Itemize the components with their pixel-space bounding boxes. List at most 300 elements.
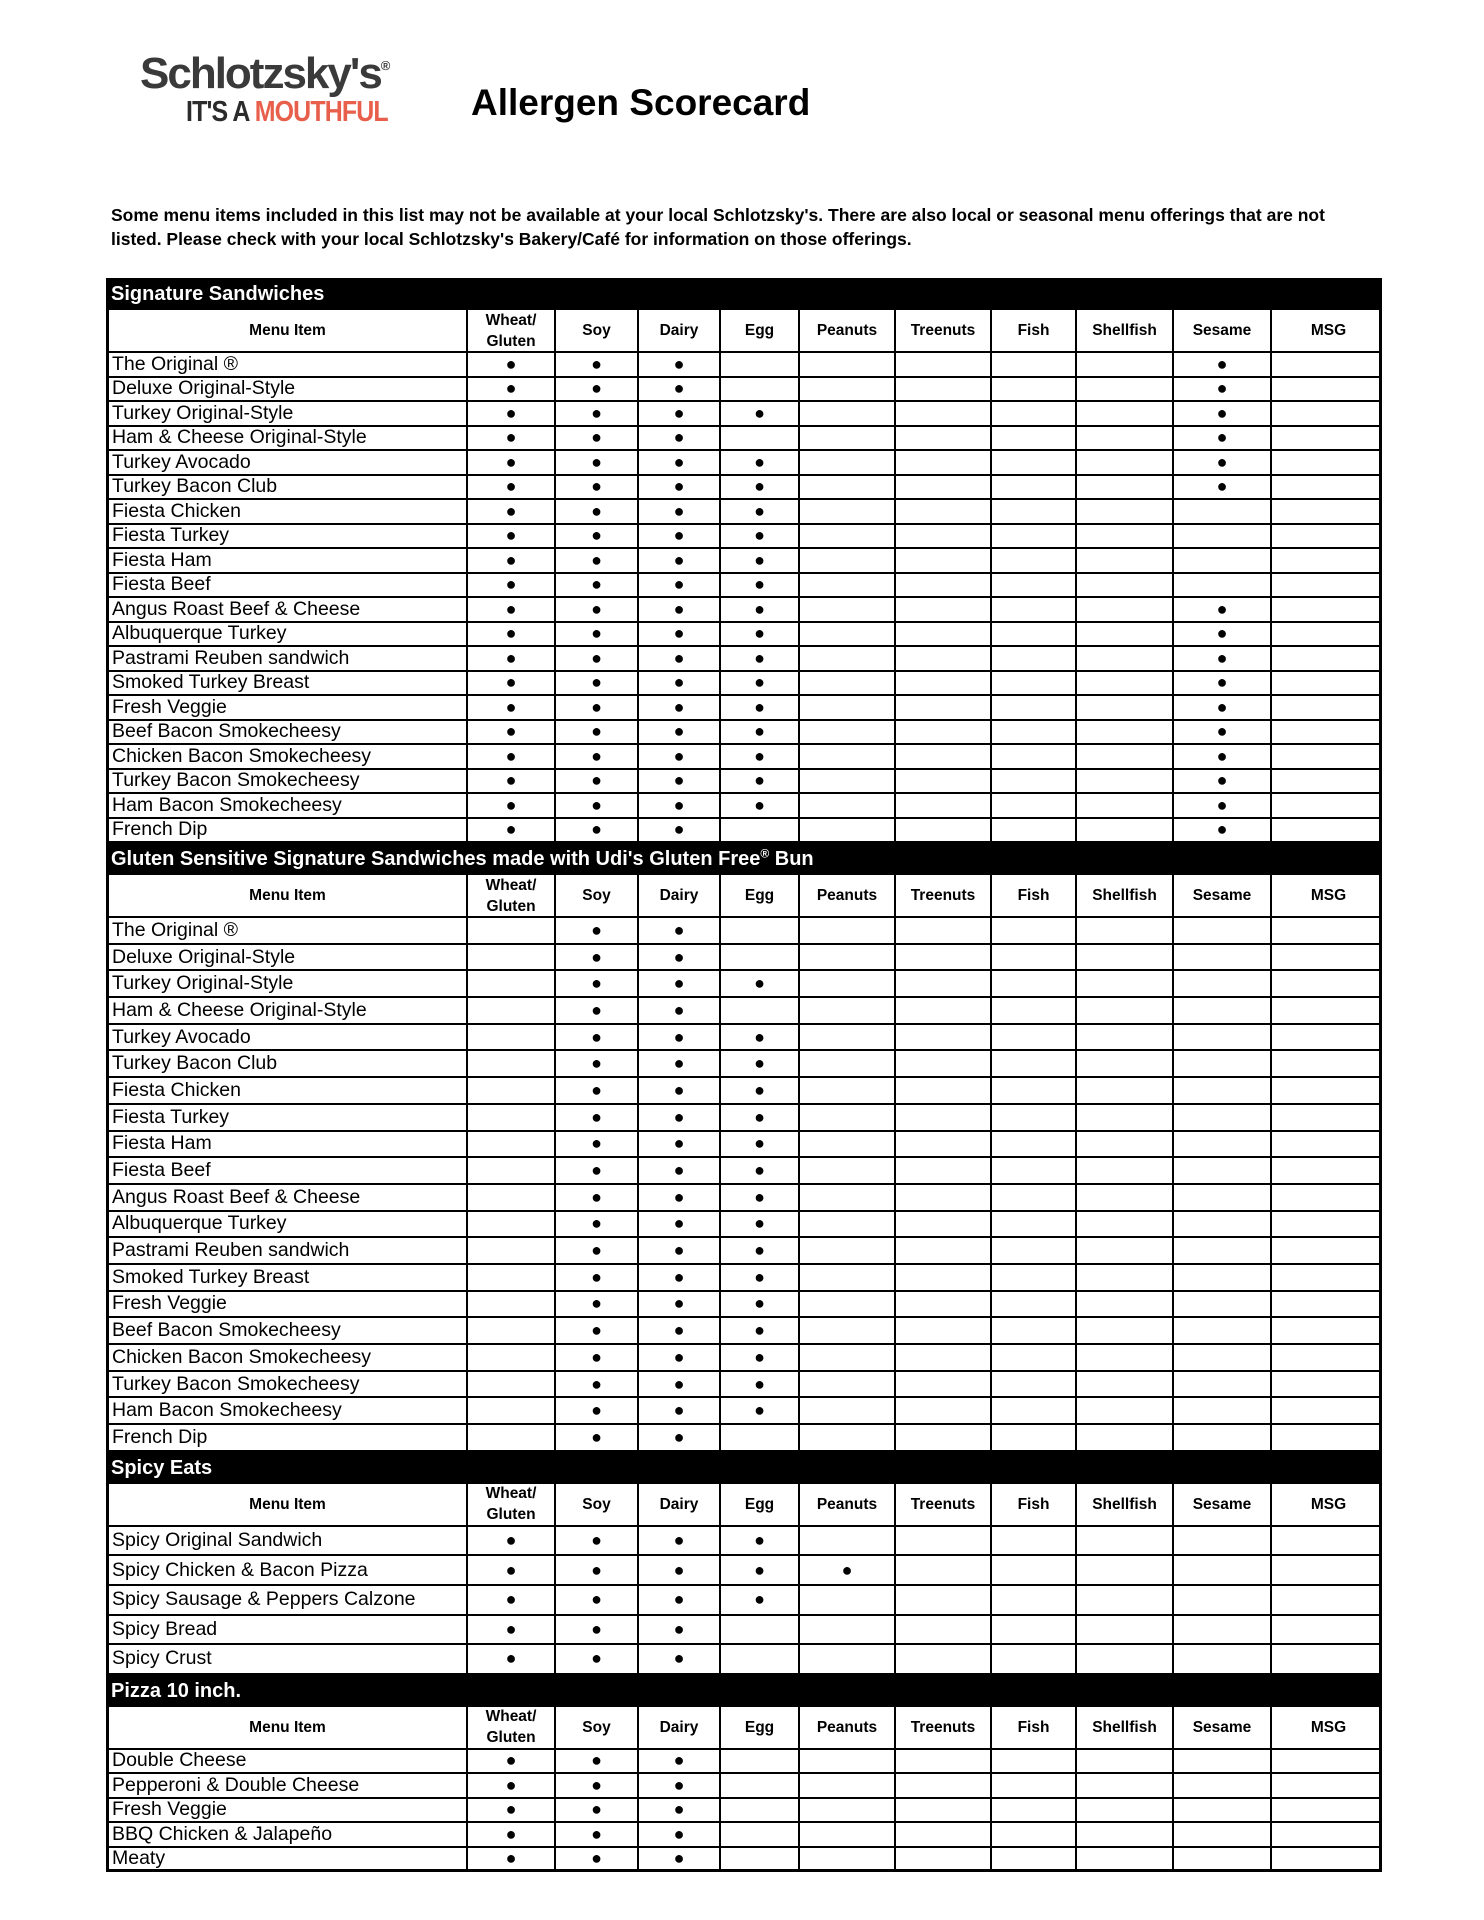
column-header-treenuts: Treenuts: [896, 310, 992, 351]
allergen-cell-peanuts: [800, 1212, 896, 1237]
allergen-cell-egg: [721, 819, 800, 842]
allergen-cell-fish: [992, 1527, 1077, 1555]
allergen-cell-egg: [721, 1398, 800, 1423]
table-row: [106, 451, 1382, 476]
column-header-msg: MSG: [1310, 887, 1347, 904]
allergen-cell-treenuts: [896, 1105, 992, 1130]
allergen-cell-treenuts: [896, 451, 992, 474]
allergen-cell-egg: [721, 1345, 800, 1370]
allergen-mark: ●: [673, 623, 685, 644]
allergen-cell-sesame: [1174, 770, 1272, 793]
allergen-cell-fish: [992, 427, 1077, 450]
allergen-cell-peanuts: [800, 574, 896, 597]
allergen-cell-fish: [992, 1774, 1077, 1797]
allergen-cell-peanuts: [800, 1132, 896, 1157]
allergen-cell-peanuts: [800, 1105, 896, 1130]
allergen-cell-msg: [1272, 794, 1385, 817]
allergen-mark: ●: [591, 999, 602, 1020]
table-row: [106, 1212, 1382, 1239]
allergen-mark: ●: [1216, 672, 1228, 693]
allergen-cell-fish: [992, 574, 1077, 597]
menu-item-name: Fresh Veggie: [109, 1292, 468, 1317]
allergen-mark: ●: [505, 1799, 517, 1820]
allergen-cell-soy: [556, 971, 639, 996]
allergen-cell-peanuts: [800, 500, 896, 523]
allergen-cell-sesame: [1174, 378, 1272, 401]
allergen-cell-soy: [556, 378, 639, 401]
allergen-cell-soy: [556, 1132, 639, 1157]
allergen-cell-peanuts: [800, 1345, 896, 1370]
allergen-mark: ●: [591, 819, 602, 840]
allergen-mark: ●: [505, 1648, 517, 1669]
allergen-cell-sesame: [1174, 353, 1272, 376]
allergen-cell-msg: [1272, 1848, 1385, 1870]
allergen-cell-dairy: [639, 1051, 721, 1076]
allergen-cell-wheat-gluten: [468, 1025, 556, 1050]
table-row: [106, 794, 1382, 819]
allergen-cell-fish: [992, 1616, 1077, 1644]
allergen-mark: ●: [673, 946, 685, 967]
allergen-cell-peanuts: [800, 770, 896, 793]
allergen-mark: ●: [754, 402, 765, 423]
allergen-cell-sesame: [1174, 525, 1272, 548]
column-header-treenuts: Treenuts: [896, 875, 992, 916]
allergen-mark: ●: [754, 1213, 765, 1234]
allergen-cell-msg: [1272, 819, 1385, 842]
menu-item-name: Turkey Bacon Club: [109, 1051, 468, 1076]
table-row: [106, 1556, 1382, 1586]
allergen-mark: ●: [673, 721, 685, 742]
table-row: [106, 574, 1382, 599]
allergen-cell-wheat-gluten: [468, 1398, 556, 1423]
allergen-cell-peanuts: [800, 721, 896, 744]
allergen-cell-soy: [556, 1799, 639, 1822]
allergen-cell-wheat-gluten: [468, 1774, 556, 1797]
allergen-cell-fish: [992, 1345, 1077, 1370]
allergen-cell-msg: [1272, 500, 1385, 523]
column-header-fish: Fish: [992, 310, 1077, 351]
allergen-cell-peanuts: [800, 819, 896, 842]
allergen-cell-fish: [992, 1025, 1077, 1050]
allergen-cell-fish: [992, 971, 1077, 996]
allergen-cell-treenuts: [896, 918, 992, 943]
allergen-cell-soy: [556, 998, 639, 1023]
allergen-mark: ●: [841, 1559, 853, 1580]
allergen-mark: ●: [505, 574, 517, 595]
allergen-cell-msg: [1272, 1238, 1385, 1263]
allergen-mark: ●: [505, 770, 517, 791]
allergen-cell-peanuts: [800, 945, 896, 970]
table-row: [106, 1132, 1382, 1159]
allergen-cell-treenuts: [896, 945, 992, 970]
allergen-cell-dairy: [639, 1372, 721, 1397]
menu-item-name: Fiesta Turkey: [109, 525, 468, 548]
table-row: [106, 525, 1382, 550]
allergen-cell-msg: [1272, 1398, 1385, 1423]
allergen-mark: ●: [591, 1106, 602, 1127]
allergen-cell-treenuts: [896, 1185, 992, 1210]
allergen-mark: ●: [673, 1618, 685, 1639]
allergen-cell-dairy: [639, 721, 721, 744]
allergen-cell-dairy: [639, 1799, 721, 1822]
allergen-cell-fish: [992, 770, 1077, 793]
allergen-cell-sesame: [1174, 1238, 1272, 1263]
allergen-cell-treenuts: [896, 402, 992, 425]
allergen-cell-treenuts: [896, 1078, 992, 1103]
allergen-mark: ●: [591, 1559, 602, 1580]
allergen-cell-wheat-gluten: [468, 721, 556, 744]
allergen-cell-dairy: [639, 1345, 721, 1370]
allergen-cell-peanuts: [800, 918, 896, 943]
allergen-cell-shellfish: [1077, 1586, 1174, 1614]
allergen-cell-wheat-gluten: [468, 745, 556, 768]
allergen-cell-peanuts: [800, 1372, 896, 1397]
column-header-fish: Fish: [992, 1484, 1077, 1525]
column-header-egg: Egg: [721, 875, 800, 916]
allergen-mark: ●: [673, 794, 685, 815]
allergen-cell-shellfish: [1077, 971, 1174, 996]
column-header-sesame: Sesame: [1174, 1707, 1272, 1748]
menu-item-name: Meaty: [109, 1848, 468, 1870]
table-row: [106, 1292, 1382, 1319]
allergen-cell-egg: [721, 598, 800, 621]
allergen-mark: ●: [591, 1346, 602, 1367]
column-header-wheat-gluten: Wheat/ Gluten: [468, 310, 556, 351]
allergen-mark: ●: [673, 1266, 685, 1287]
allergen-cell-fish: [992, 1398, 1077, 1423]
column-header-row: [106, 1707, 1382, 1750]
allergen-cell-peanuts: [800, 1292, 896, 1317]
allergen-mark: ●: [505, 598, 517, 619]
column-header-menu-item: Menu Item: [109, 1484, 468, 1525]
allergen-cell-fish: [992, 1265, 1077, 1290]
allergen-cell-msg: [1272, 1025, 1385, 1050]
allergen-cell-fish: [992, 1292, 1077, 1317]
allergen-mark: ●: [754, 549, 765, 570]
allergen-cell-soy: [556, 696, 639, 719]
allergen-cell-egg: [721, 721, 800, 744]
table-row: [106, 549, 1382, 574]
allergen-cell-treenuts: [896, 1345, 992, 1370]
allergen-cell-treenuts: [896, 598, 992, 621]
allergen-mark: ●: [591, 1186, 602, 1207]
column-header-peanuts: Peanuts: [800, 310, 896, 351]
menu-item-name: Fresh Veggie: [109, 696, 468, 719]
allergen-cell-msg: [1272, 1345, 1385, 1370]
allergen-cell-fish: [992, 745, 1077, 768]
allergen-cell-egg: [721, 1158, 800, 1183]
allergen-cell-shellfish: [1077, 1616, 1174, 1644]
column-header-shellfish: Shellfish: [1077, 875, 1174, 916]
allergen-cell-fish: [992, 647, 1077, 670]
column-header-msg: MSG: [1310, 1495, 1347, 1513]
allergen-cell-peanuts: [800, 451, 896, 474]
allergen-mark: ●: [673, 378, 685, 399]
allergen-cell-egg: [721, 378, 800, 401]
allergen-cell-msg: [1272, 1372, 1385, 1397]
allergen-cell-shellfish: [1077, 427, 1174, 450]
allergen-cell-soy: [556, 1616, 639, 1644]
allergen-cell-egg: [721, 574, 800, 597]
allergen-cell-dairy: [639, 1616, 721, 1644]
allergen-cell-fish: [992, 1823, 1077, 1846]
allergen-cell-peanuts: [800, 525, 896, 548]
menu-item-name: Smoked Turkey Breast: [109, 1265, 468, 1290]
allergen-mark: ●: [673, 1373, 685, 1394]
allergen-mark: ●: [673, 1240, 685, 1261]
allergen-cell-msg: [1272, 1645, 1385, 1673]
allergen-mark: ●: [591, 745, 602, 766]
allergen-mark: ●: [754, 1133, 765, 1154]
allergen-mark: ●: [591, 696, 602, 717]
allergen-mark: ●: [1216, 647, 1228, 668]
allergen-cell-fish: [992, 918, 1077, 943]
allergen-mark: ●: [591, 1774, 602, 1795]
intro-note: Some menu items included in this list may not be available at your local Schlotzsky's. There are also local or seasonal menu offerings that are not listed. Please check with your local Schlotzsky's Bakery/Café for information on those offerings.: [111, 205, 1325, 249]
allergen-cell-wheat-gluten: [468, 971, 556, 996]
column-header-menu-item: Menu Item: [109, 1707, 468, 1748]
allergen-cell-egg: [721, 476, 800, 499]
allergen-cell-wheat-gluten: [468, 1212, 556, 1237]
allergen-cell-peanuts: [800, 378, 896, 401]
allergen-mark: ●: [1216, 476, 1228, 497]
menu-item-name: Deluxe Original-Style: [109, 378, 468, 401]
allergen-mark: ●: [591, 1213, 602, 1234]
menu-item-name: Turkey Original-Style: [109, 971, 468, 996]
allergen-mark: ●: [505, 525, 517, 546]
allergen-cell-dairy: [639, 770, 721, 793]
menu-item-name: Fiesta Beef: [109, 1158, 468, 1183]
allergen-cell-treenuts: [896, 1025, 992, 1050]
allergen-mark: ●: [754, 745, 765, 766]
allergen-cell-soy: [556, 574, 639, 597]
allergen-mark: ●: [505, 1774, 517, 1795]
allergen-cell-msg: [1272, 1292, 1385, 1317]
allergen-cell-fish: [992, 672, 1077, 695]
allergen-cell-treenuts: [896, 1774, 992, 1797]
allergen-mark: ●: [673, 1026, 685, 1047]
allergen-cell-shellfish: [1077, 1265, 1174, 1290]
section-header: [106, 843, 1382, 875]
allergen-mark: ●: [754, 1346, 765, 1367]
allergen-cell-treenuts: [896, 745, 992, 768]
allergen-cell-wheat-gluten: [468, 378, 556, 401]
allergen-mark: ●: [591, 672, 602, 693]
table-row: [106, 1750, 1382, 1775]
allergen-cell-dairy: [639, 500, 721, 523]
allergen-cell-peanuts: [800, 353, 896, 376]
allergen-cell-soy: [556, 1645, 639, 1673]
table-row: [106, 1158, 1382, 1185]
column-header-shellfish: Shellfish: [1077, 310, 1174, 351]
table-row: [106, 1078, 1382, 1105]
allergen-mark: ●: [591, 598, 602, 619]
allergen-mark: ●: [505, 696, 517, 717]
column-header-soy: Soy: [556, 875, 639, 916]
column-header-row: [106, 1484, 1382, 1527]
allergen-cell-fish: [992, 525, 1077, 548]
allergen-cell-treenuts: [896, 696, 992, 719]
allergen-cell-treenuts: [896, 623, 992, 646]
allergen-cell-treenuts: [896, 1372, 992, 1397]
allergen-cell-fish: [992, 1132, 1077, 1157]
column-header-fish: Fish: [992, 875, 1077, 916]
table-row: [106, 1238, 1382, 1265]
allergen-cell-dairy: [639, 1527, 721, 1555]
allergen-cell-soy: [556, 1078, 639, 1103]
allergen-cell-soy: [556, 1774, 639, 1797]
allergen-mark: ●: [591, 1530, 602, 1551]
allergen-cell-wheat-gluten: [468, 1292, 556, 1317]
allergen-cell-dairy: [639, 819, 721, 842]
allergen-cell-msg: [1272, 1105, 1385, 1130]
allergen-cell-dairy: [639, 574, 721, 597]
table-row: [106, 1345, 1382, 1372]
allergen-cell-sesame: [1174, 549, 1272, 572]
allergen-cell-wheat-gluten: [468, 1185, 556, 1210]
allergen-cell-wheat-gluten: [468, 1318, 556, 1343]
section-header: [106, 1452, 1382, 1484]
allergen-cell-fish: [992, 1212, 1077, 1237]
allergen-cell-peanuts: [800, 1586, 896, 1614]
allergen-cell-dairy: [639, 1425, 721, 1450]
allergen-mark: ●: [1216, 745, 1228, 766]
menu-item-name: Albuquerque Turkey: [109, 623, 468, 646]
allergen-cell-shellfish: [1077, 525, 1174, 548]
allergen-mark: ●: [673, 427, 685, 448]
allergen-cell-egg: [721, 745, 800, 768]
menu-item-name: Ham Bacon Smokecheesy: [109, 794, 468, 817]
allergen-cell-dairy: [639, 353, 721, 376]
menu-item-name: Beef Bacon Smokecheesy: [109, 1318, 468, 1343]
allergen-cell-sesame: [1174, 402, 1272, 425]
table-row: [106, 721, 1382, 746]
allergen-cell-sesame: [1174, 1848, 1272, 1870]
table-row: [106, 500, 1382, 525]
allergen-cell-fish: [992, 1586, 1077, 1614]
allergen-cell-msg: [1272, 1212, 1385, 1237]
table-row: [106, 1848, 1382, 1873]
allergen-cell-dairy: [639, 378, 721, 401]
allergen-mark: ●: [591, 1799, 602, 1820]
allergen-cell-shellfish: [1077, 1398, 1174, 1423]
allergen-cell-fish: [992, 1318, 1077, 1343]
allergen-mark: ●: [673, 770, 685, 791]
section-title: Pizza 10 inch.: [111, 1679, 242, 1702]
column-header-dairy: Dairy: [639, 875, 721, 916]
allergen-cell-shellfish: [1077, 451, 1174, 474]
allergen-cell-dairy: [639, 745, 721, 768]
allergen-cell-soy: [556, 647, 639, 670]
allergen-cell-soy: [556, 451, 639, 474]
table-row: [106, 598, 1382, 623]
allergen-cell-shellfish: [1077, 998, 1174, 1023]
menu-item-name: Pepperoni & Double Cheese: [109, 1774, 468, 1797]
allergen-cell-treenuts: [896, 1158, 992, 1183]
table-row: [106, 1527, 1382, 1557]
allergen-cell-treenuts: [896, 1238, 992, 1263]
allergen-mark: ●: [1216, 598, 1228, 619]
allergen-cell-treenuts: [896, 525, 992, 548]
allergen-cell-peanuts: [800, 696, 896, 719]
allergen-mark: ●: [505, 500, 517, 521]
allergen-mark: ●: [591, 1618, 602, 1639]
allergen-cell-peanuts: [800, 1158, 896, 1183]
allergen-cell-shellfish: [1077, 1425, 1174, 1450]
allergen-cell-shellfish: [1077, 819, 1174, 842]
allergen-mark: ●: [673, 1774, 685, 1795]
menu-item-name: BBQ Chicken & Jalapeño: [109, 1823, 468, 1846]
allergen-cell-wheat-gluten: [468, 1799, 556, 1822]
table-row: [106, 1051, 1382, 1078]
allergen-cell-soy: [556, 770, 639, 793]
allergen-cell-sesame: [1174, 1372, 1272, 1397]
allergen-mark: ●: [1216, 770, 1228, 791]
column-header-menu-item: Menu Item: [109, 310, 468, 351]
allergen-cell-sesame: [1174, 451, 1272, 474]
allergen-cell-shellfish: [1077, 1750, 1174, 1773]
allergen-cell-treenuts: [896, 476, 992, 499]
allergen-cell-fish: [992, 1750, 1077, 1773]
table-row: [106, 353, 1382, 378]
allergen-cell-wheat-gluten: [468, 998, 556, 1023]
allergen-cell-egg: [721, 971, 800, 996]
allergen-mark: ●: [591, 1053, 602, 1074]
menu-item-name: Ham & Cheese Original-Style: [109, 998, 468, 1023]
allergen-cell-soy: [556, 1051, 639, 1076]
menu-item-name: Ham Bacon Smokecheesy: [109, 1398, 468, 1423]
allergen-cell-wheat-gluten: [468, 1848, 556, 1870]
allergen-cell-wheat-gluten: [468, 1105, 556, 1130]
allergen-cell-treenuts: [896, 1645, 992, 1673]
allergen-cell-soy: [556, 1527, 639, 1555]
allergen-mark: ●: [505, 1559, 517, 1580]
allergen-cell-treenuts: [896, 971, 992, 996]
allergen-mark: ●: [754, 1293, 765, 1314]
allergen-mark: ●: [754, 1559, 765, 1580]
table-row: [106, 1372, 1382, 1399]
table-row: [106, 819, 1382, 844]
allergen-cell-egg: [721, 1051, 800, 1076]
allergen-cell-fish: [992, 1158, 1077, 1183]
allergen-mark: ●: [591, 1026, 602, 1047]
allergen-cell-soy: [556, 918, 639, 943]
allergen-cell-peanuts: [800, 1527, 896, 1555]
allergen-cell-sesame: [1174, 998, 1272, 1023]
allergen-cell-egg: [721, 1185, 800, 1210]
allergen-cell-dairy: [639, 1645, 721, 1673]
table-row: [106, 1645, 1382, 1675]
table-row: [106, 1425, 1382, 1452]
allergen-mark: ●: [591, 946, 602, 967]
table-row: [106, 1799, 1382, 1824]
allergen-cell-wheat-gluten: [468, 647, 556, 670]
allergen-cell-soy: [556, 721, 639, 744]
allergen-mark: ●: [754, 1240, 765, 1261]
allergen-cell-treenuts: [896, 794, 992, 817]
allergen-mark: ●: [754, 451, 765, 472]
allergen-mark: ●: [591, 476, 602, 497]
allergen-cell-dairy: [639, 623, 721, 646]
allergen-cell-peanuts: [800, 402, 896, 425]
allergen-cell-wheat-gluten: [468, 1051, 556, 1076]
allergen-cell-sesame: [1174, 1051, 1272, 1076]
logo-tagline: IT'S A MOUTHFUL: [186, 96, 388, 128]
allergen-cell-msg: [1272, 598, 1385, 621]
allergen-mark: ●: [505, 1618, 517, 1639]
allergen-cell-peanuts: [800, 672, 896, 695]
section-title: Signature Sandwiches: [111, 283, 325, 305]
